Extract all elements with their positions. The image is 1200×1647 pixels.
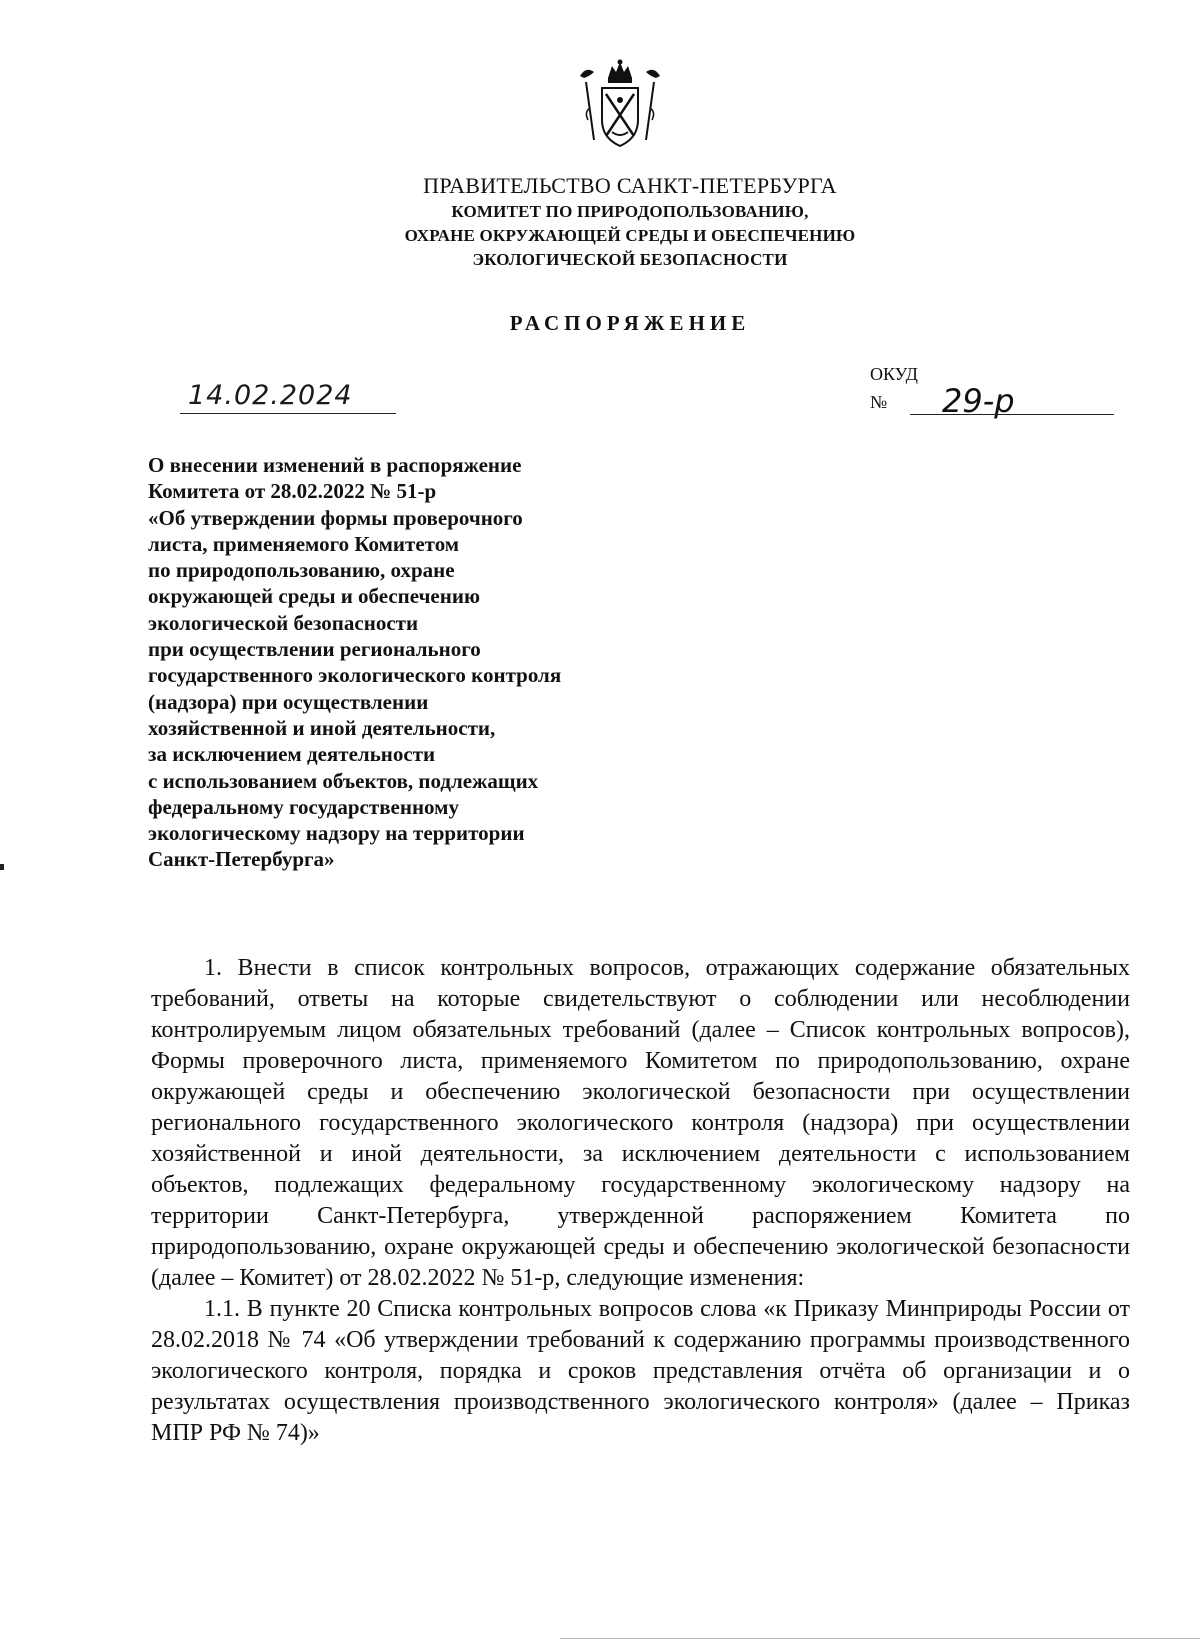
subject-line: «Об утверждении формы проверочного (148, 505, 523, 530)
document-date (180, 380, 396, 414)
committee-line-2: ОХРАНЕ ОКРУЖАЮЩЕЙ СРЕДЫ И ОБЕСПЕЧЕНИЮ (404, 226, 856, 245)
issuer-header (0, 172, 1200, 272)
okud-label: ОКУД (870, 364, 918, 384)
document-subject (148, 452, 708, 873)
subject-line: при осуществлении регионального (148, 637, 481, 662)
scan-margin-mark (0, 864, 4, 870)
body-paragraph-2: 1.1. В пункте 20 Списка контрольных вопросов слова «к Приказу Минприроды России от 28.02.2018 № 74 «Об утверждении требований к содержанию программы производственного экологического контроля, порядка и сроков представления отчёта об организации и о результатах осуществления производственного экологического контроля» (далее – Приказ МПР РФ № 74)» (151, 1296, 1130, 1446)
subject-line: за исключением деятельности (148, 742, 436, 767)
government-name: ПРАВИТЕЛЬСТВО САНКТ-ПЕТЕРБУРГА (423, 173, 837, 198)
subject-line: О внесении изменений в распоряжение (148, 453, 522, 477)
subject-line: листа, применяемого Комитетом (148, 531, 460, 556)
subject-line: Комитета от 28.02.2022 № 51-р (148, 479, 437, 504)
subject-line: хозяйственной и иной деятельности, (148, 715, 496, 740)
subject-line: (надзора) при осуществлении (148, 689, 429, 714)
committee-line-3: ЭКОЛОГИЧЕСКОЙ БЕЗОПАСНОСТИ (472, 250, 788, 269)
date-value: 14.02.2024 (188, 380, 353, 411)
number-sign: № (870, 392, 888, 412)
subject-line: экологическому надзору на территории (148, 821, 525, 846)
date-underline (180, 413, 396, 414)
subject-line: федеральному государственному (148, 794, 459, 819)
document-number (870, 382, 1114, 422)
subject-line: экологической безопасности (148, 610, 419, 635)
body-paragraph-1: 1. Внести в список контрольных вопросов, отражающих содержание обязательных требований, ответы на которые свидетельствуют о соблюдении или несоблюдении контролируемым лицом обязательных требований (далее – Список контрольных вопросов), Формы проверочного листа, применяемого Комитетом по природопользованию, охране окружающей среды и обеспечению экологической безопасности при осуществлении регионального государственного экологического контроля (надзора) при осуществлении хозяйственной и иной деятельности, за исключением деятельности с использованием объектов, подлежащих федеральному государственному экологическому надзору на территории Санкт-Петербурга, утвержденной распоряжением Комитета по природопользованию, охране окружающей среды и обеспечению экологической безопасности (далее – Комитет) от 28.02.2022 № 51-р, следующие изменения: (151, 955, 1130, 1291)
scan-bottom-rule (560, 1638, 1200, 1639)
subject-line: государственного экологического контроля (148, 663, 562, 688)
number-value: 29-р (942, 382, 1015, 420)
subject-line: Санкт-Петербурга» (148, 847, 335, 872)
subject-line: по природопользованию, охране (148, 558, 455, 583)
coat-of-arms-emblem (572, 58, 668, 150)
subject-line: окружающей среды и обеспечению (148, 584, 480, 609)
document-body (151, 953, 1130, 1449)
number-underline (910, 414, 1114, 415)
subject-line: с использованием объектов, подлежащих (148, 768, 539, 793)
committee-line-1: КОМИТЕТ ПО ПРИРОДОПОЛЬЗОВАНИЮ, (451, 202, 809, 221)
document-type-title: РАСПОРЯЖЕНИЕ (509, 311, 751, 335)
